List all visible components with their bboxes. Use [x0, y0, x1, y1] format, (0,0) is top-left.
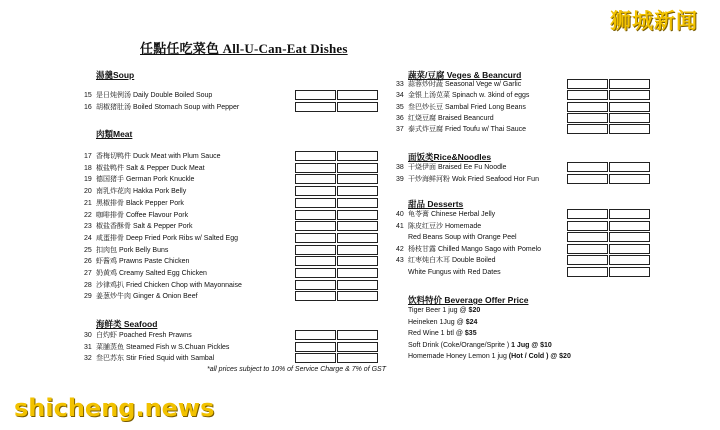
menu-item: [84, 91, 212, 100]
menu-item: [84, 152, 220, 161]
order-quantity-box[interactable]: [295, 353, 336, 363]
menu-item-label: 杨枝甘露 Chilled Mango Sago with Pomelo: [408, 245, 542, 253]
menu-item: [84, 354, 214, 363]
watermark-logo-text: 狮城新闻: [610, 9, 698, 33]
service-charge-footnote: *all prices subject to 10% of Service Charge & 7% of GST: [207, 366, 386, 373]
menu-item-number: 33: [396, 81, 404, 88]
beverage-item: [408, 307, 480, 314]
menu-item: [84, 246, 168, 255]
order-quantity-box[interactable]: [567, 174, 608, 184]
section-heading-soup: 湯羹Soup: [96, 70, 135, 80]
page-title: 任點任吃菜色 All-U-Can-Eat Dishes: [140, 41, 348, 56]
order-quantity-box[interactable]: [567, 113, 608, 123]
order-quantity-box[interactable]: [295, 151, 336, 161]
menu-item-number: 19: [84, 176, 92, 184]
menu-item-label: 咸蛋排骨 Deep Fried Pork Ribs w/ Salted Egg: [96, 234, 238, 242]
menu-item-label: White Fungus with Red Dates: [408, 268, 501, 276]
order-quantity-box[interactable]: [567, 90, 608, 100]
beverage-item: [408, 353, 571, 360]
order-quantity-box[interactable]: [295, 102, 336, 112]
menu-item-number: 26: [84, 258, 92, 266]
menu-item-label: 红烧豆腐 Braised Beancurd: [408, 114, 494, 122]
menu-item: [396, 245, 541, 254]
order-quantity-box[interactable]: [337, 102, 378, 112]
menu-item-number: 29: [84, 293, 92, 301]
menu-item-number: 35: [396, 103, 404, 111]
menu-item: [84, 281, 242, 290]
menu-item: [396, 210, 495, 219]
menu-item-number: 32: [84, 355, 92, 362]
menu-item-number: 17: [84, 153, 92, 160]
menu-item-label: 香梅切鸭件 Duck Meat with Plum Sauce: [96, 153, 221, 160]
beverage-item: [408, 342, 552, 349]
order-quantity-box[interactable]: [609, 162, 650, 172]
menu-item-number: 23: [84, 223, 92, 231]
order-quantity-box[interactable]: [295, 163, 336, 173]
order-quantity-box[interactable]: [609, 267, 650, 277]
section-heading-desserts: 甜品 Desserts: [408, 199, 464, 209]
order-quantity-box[interactable]: [567, 221, 608, 231]
section-heading-meat: 肉類Meat: [96, 129, 133, 139]
menu-item-label: 虾酱鸡 Prawns Paste Chicken: [96, 258, 190, 266]
order-quantity-box[interactable]: [567, 209, 608, 219]
order-quantity-box[interactable]: [609, 255, 650, 265]
menu-item-number: 42: [396, 245, 404, 253]
menu-item-number: 24: [84, 234, 92, 242]
order-quantity-box[interactable]: [567, 255, 608, 265]
beverage-label: Tiger Beer 1 jug @: [408, 307, 469, 314]
order-quantity-box[interactable]: [567, 232, 608, 242]
menu-item-label: 白灼虾 Poached Fresh Prawns: [96, 332, 192, 339]
order-quantity-box[interactable]: [609, 209, 650, 219]
menu-item-number: 20: [84, 188, 92, 196]
order-quantity-box[interactable]: [337, 353, 378, 363]
order-quantity-box[interactable]: [567, 79, 608, 89]
menu-item-label: 泰式炸豆腐 Fried Toufu w/ Thai Sauce: [408, 126, 527, 134]
menu-item: [396, 80, 521, 89]
order-quantity-box[interactable]: [295, 245, 336, 255]
order-quantity-box[interactable]: [295, 330, 336, 340]
order-quantity-box[interactable]: [609, 113, 650, 123]
menu-item-label: 德国猪手 German Pork Knuckle: [96, 176, 195, 184]
order-quantity-box[interactable]: [567, 124, 608, 134]
menu-item: [84, 187, 186, 196]
menu-item: [84, 343, 229, 352]
menu-item-label: 咖啡排骨 Coffee Flavour Pork: [96, 211, 189, 219]
menu-item-number: 15: [84, 92, 92, 99]
menu-item-number: 31: [84, 343, 92, 351]
menu-item-label: 奶黄鸡 Creamy Salted Egg Chicken: [96, 270, 207, 277]
menu-item-number: 37: [396, 126, 404, 134]
menu-item: [84, 175, 194, 184]
order-quantity-box[interactable]: [337, 291, 378, 301]
order-quantity-box[interactable]: [337, 268, 378, 278]
menu-item-number: 27: [84, 270, 92, 277]
menu-item-number: 22: [84, 211, 92, 219]
menu-item: [84, 292, 198, 301]
order-quantity-box[interactable]: [337, 245, 378, 255]
order-quantity-box[interactable]: [337, 90, 378, 100]
menu-item: [84, 211, 188, 220]
order-quantity-box[interactable]: [567, 267, 608, 277]
order-quantity-box[interactable]: [337, 330, 378, 340]
order-quantity-box[interactable]: [295, 221, 336, 231]
menu-item-number: 38: [396, 164, 404, 171]
menu-item-label: 椒盐鸭件 Salt & Pepper Duck Meat: [96, 164, 205, 172]
order-quantity-box[interactable]: [609, 174, 650, 184]
order-quantity-box[interactable]: [609, 79, 650, 89]
menu-item-number: 36: [396, 114, 404, 122]
menu-item-number: 41: [396, 222, 404, 230]
menu-item: [84, 199, 184, 208]
order-quantity-box[interactable]: [337, 163, 378, 173]
order-quantity-box[interactable]: [337, 342, 378, 352]
order-quantity-box[interactable]: [295, 280, 336, 290]
menu-item-number: 21: [84, 199, 92, 207]
menu-item-number: 18: [84, 164, 92, 172]
menu-item-number: 25: [84, 246, 92, 254]
order-quantity-box[interactable]: [609, 102, 650, 112]
order-quantity-box[interactable]: [337, 174, 378, 184]
order-quantity-box[interactable]: [295, 90, 336, 100]
menu-item: [84, 103, 239, 112]
order-quantity-box[interactable]: [609, 232, 650, 242]
order-quantity-box[interactable]: [337, 198, 378, 208]
order-quantity-box[interactable]: [295, 210, 336, 220]
menu-item-label: 叁巴苏东 Stir Fried Squid with Sambal: [96, 355, 215, 362]
order-quantity-box[interactable]: [337, 186, 378, 196]
beverage-item: [408, 319, 477, 326]
beverage-label: Heineken 1Jug @: [408, 318, 466, 326]
beverage-item: [408, 330, 477, 337]
menu-item: [396, 163, 506, 172]
menu-item-label: 红枣炖白木耳 Double Boiled: [408, 257, 496, 264]
menu-item-label: 菜脯蒸鱼 Steamed Fish w S.Chuan Pickles: [96, 343, 230, 351]
menu-item-label: 是日炖例汤 Daily Double Boiled Soup: [96, 92, 213, 99]
menu-item-label: 叁巴炒长豆 Sambal Fried Long Beans: [408, 103, 526, 111]
order-quantity-box[interactable]: [337, 210, 378, 220]
menu-item: [84, 234, 238, 243]
menu-item: [84, 164, 205, 173]
beverage-price: $20: [468, 307, 481, 314]
menu-item: [396, 175, 539, 184]
order-quantity-box[interactable]: [295, 291, 336, 301]
menu-item: [396, 91, 529, 100]
menu-item-label: 沙律鸡扒 Fried Chicken Chop with Mayonnaise: [96, 281, 242, 289]
menu-item-number: 40: [396, 211, 404, 218]
menu-item-number: 30: [84, 332, 92, 339]
menu-item: [84, 269, 207, 278]
menu-item-number: 43: [396, 257, 404, 264]
order-quantity-box[interactable]: [295, 268, 336, 278]
menu-item-label: 蒜蓉炒时蔬 Seasonal Vege w/ Garlic: [408, 81, 522, 88]
beverage-label: Soft Drink (Coke/Orange/Sprite ): [408, 341, 512, 349]
order-quantity-box[interactable]: [295, 198, 336, 208]
menu-item-label: 金银上汤苋菜 Spinach w. 3kind of eggs: [408, 92, 530, 100]
menu-item: [84, 257, 189, 266]
menu-item-label: Red Beans Soup with Orange Peel: [408, 234, 517, 241]
menu-item-label: 姜葱炒牛肉 Ginger & Onion Beef: [96, 293, 198, 301]
menu-item-number: 39: [396, 175, 404, 183]
menu-item: [396, 103, 526, 112]
order-quantity-box[interactable]: [295, 174, 336, 184]
beverage-price: $24: [465, 318, 478, 326]
order-quantity-box[interactable]: [609, 124, 650, 134]
menu-item-label: 扣肉包 Pork Belly Buns: [96, 246, 169, 254]
order-quantity-box[interactable]: [609, 90, 650, 100]
menu-item: [396, 268, 501, 277]
menu-item: [84, 222, 192, 231]
watermark-site-text: shicheng.news: [14, 394, 215, 422]
menu-item-number: 34: [396, 92, 404, 100]
beverage-label: Red Wine 1 btl @: [408, 330, 465, 337]
menu-item: [396, 233, 517, 242]
menu-item: [84, 331, 192, 340]
beverage-price: (Hot / Cold ) @ $20: [508, 353, 571, 360]
order-quantity-box[interactable]: [337, 151, 378, 161]
menu-item-label: 黑椒排骨 Black Pepper Pork: [96, 199, 184, 207]
order-quantity-box[interactable]: [337, 233, 378, 243]
order-quantity-box[interactable]: [295, 233, 336, 243]
menu-item: [396, 222, 481, 231]
order-quantity-box[interactable]: [337, 280, 378, 290]
section-heading-veges: 蔬菜/豆腐 Veges & Beancurd: [408, 70, 522, 80]
section-heading-beverage: 饮料特价 Beverage Offer Price: [408, 295, 529, 305]
menu-item-label: 干炒海鲜河粉 Wok Fried Seafood Hor Fun: [408, 175, 539, 183]
order-quantity-box[interactable]: [567, 244, 608, 254]
menu-item-label: 南乳炸花肉 Hakka Pork Belly: [96, 188, 187, 196]
menu-item-label: 陈皮红豆沙 Homemade: [408, 222, 482, 230]
menu-item-label: 胡椒猪肚汤 Boiled Stomach Soup with Pepper: [96, 103, 240, 111]
order-quantity-box[interactable]: [295, 342, 336, 352]
order-quantity-box[interactable]: [295, 256, 336, 266]
order-quantity-box[interactable]: [295, 186, 336, 196]
menu-item-label: 椒盐香酥骨 Salt & Pepper Pork: [96, 223, 193, 231]
beverage-price: 1 Jug @ $10: [511, 341, 552, 349]
menu-item-number: 28: [84, 281, 92, 289]
menu-item: [396, 256, 496, 265]
menu-item-label: 干烧伊面 Braised Ee Fu Noodle: [408, 164, 507, 171]
section-heading-seafood: 海鲜类 Seafood: [96, 319, 158, 329]
menu-item: [396, 125, 526, 134]
beverage-label: Homemade Honey Lemon 1 jug: [408, 353, 509, 360]
order-quantity-box[interactable]: [337, 221, 378, 231]
menu-item: [396, 114, 494, 123]
menu-item-label: 龟苓膏 Chinese Herbal Jelly: [408, 211, 496, 218]
order-quantity-box[interactable]: [609, 221, 650, 231]
section-heading-rice: 面饭类Rice&Noodles: [408, 152, 492, 162]
order-quantity-box[interactable]: [609, 244, 650, 254]
order-quantity-box[interactable]: [567, 162, 608, 172]
order-quantity-box[interactable]: [337, 256, 378, 266]
beverage-price: $35: [464, 330, 477, 337]
order-quantity-box[interactable]: [567, 102, 608, 112]
menu-item-number: 16: [84, 103, 92, 111]
